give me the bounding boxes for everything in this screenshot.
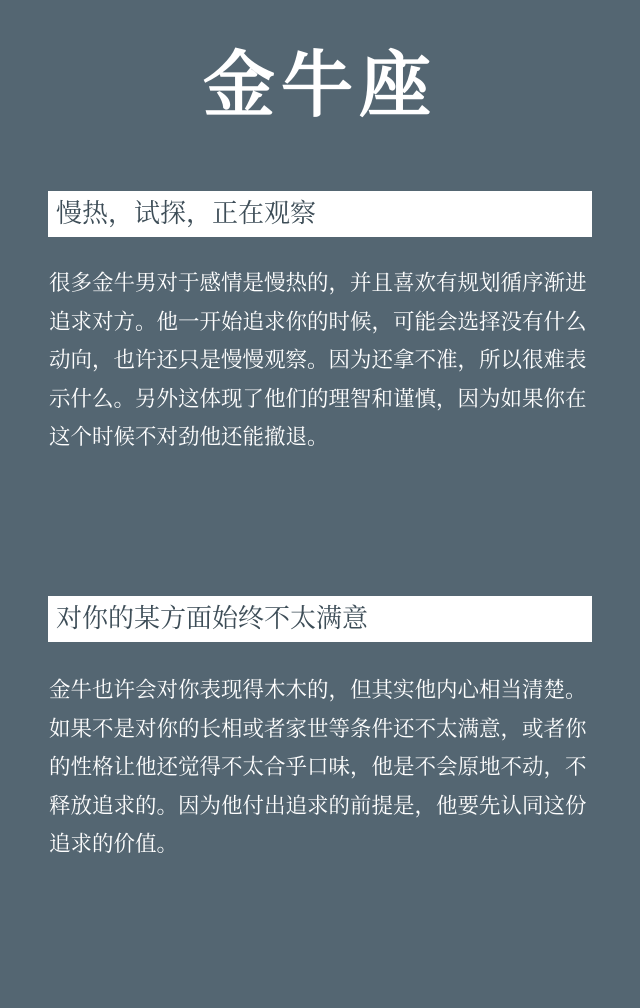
section-body-slow-warm: 很多金牛男对于感情是慢热的，并且喜欢有规划循序渐进追求对方。他一开始追求你的时候，可能会选择没有什么动向，也许还只是慢慢观察。因为还拿不准，所以很难表示什么。另外这体现了他们的理智和谨慎，因为如果你在这个时候不对劲他还能撤退。 (49, 271, 587, 450)
section-heading-slow-warm: 慢热，试探，正在观察 (48, 191, 592, 237)
section-heading-not-satisfied: 对你的某方面始终不太满意 (48, 596, 592, 642)
page-title: 金牛座 (202, 43, 437, 127)
section-body-not-satisfied: 金牛也许会对你表现得木木的，但其实他内心相当清楚。如果不是对你的长相或者家世等条件还不太满意，或者你的性格让他还觉得不太合乎口味，他是不会原地不动，不释放追求的。因为他付出追求的前提是，他要先认同这份追求的价值。 (49, 678, 587, 857)
